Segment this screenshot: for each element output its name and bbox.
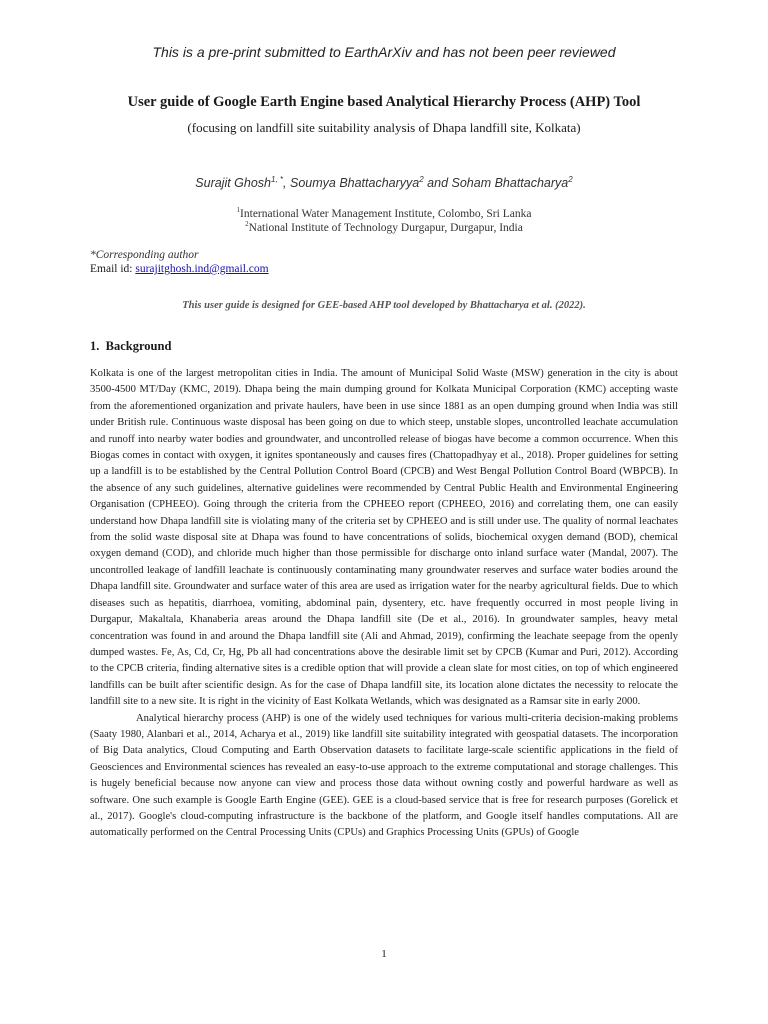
- affiliation-text: National Institute of Technology Durgapur, Durgapur, India: [248, 221, 523, 234]
- paragraph: Analytical hierarchy process (AHP) is one of the widely used techniques for various multi-criteria decision-making problems (Saaty 1980, Alanbari et al., 2014, Acharya et al., 2019) like landfill site suitability integrated with geospatial datasets. The incorporation of Big Data analytics, Cloud Computing and Earth Observation datasets to facilitate large-scale scientific applications in the field of Geosciences and Environmental sciences has revealed an easy-to-use approach to the extreme computational and storage challenges. This is hugely beneficial because now anyone can view and process those data without owning costly and powerful hardware as well as software. One such example is Google Earth Engine (GEE). GEE is a cloud-based service that is free for research purposes (Gorelick et al., 2017). Google's cloud-computing infrastructure is the backbone of the platform, and Google itself handles computations. All are automatically performed on the Central Processing Units (CPUs) and Graphics Processing Units (GPUs) of Google: [90, 712, 678, 839]
- affiliation-mark: 2: [245, 220, 249, 228]
- corresponding-author-note: *Corresponding author: [90, 249, 199, 261]
- affiliation-mark: 1: [236, 206, 241, 214]
- preprint-notice: This is a pre-print submitted to EarthArXiv and has not been peer reviewed: [152, 44, 616, 60]
- affiliation: [60, 220, 708, 234]
- paper-subtitle: (focusing on landfill site suitability analysis of Dhapa landfill site, Kolkata): [187, 120, 581, 135]
- paper-title: User guide of Google Earth Engine based Analytical Hierarchy Process (AHP) Tool: [127, 94, 641, 110]
- affiliation: [60, 206, 708, 220]
- author-affiliation-mark: 2: [568, 175, 573, 184]
- email-line: [90, 263, 269, 275]
- user-guide-note: This user guide is designed for GEE-based AHP tool developed by Bhattacharya et al. (2022).: [182, 300, 586, 311]
- page-number: 1: [381, 948, 387, 960]
- author-affiliation-mark: 2: [419, 175, 424, 184]
- email-label: Email id:: [90, 263, 136, 275]
- body-text: [90, 366, 678, 842]
- paragraph: Kolkata is one of the largest metropolitan cities in India. The amount of Municipal Solid Waste (MSW) generation in the city is about 3500-4500 MT/Day (KMC, 2019). Dhapa being the main dumping ground for Kolkata Municipal Corporation (KMC) accepting waste from the aforementioned organization and private haulers, have been in use since 1881 as an open dumping ground when India was still under British rule. Continuous waste disposal has been going on due to which steep, unstable slopes, uncontrolled leachate accumulation and runoff into nearby water bodies and groundwater, and uncontrolled release of biogas have become a common occurrence. When this Biogas comes in contact with oxygen, it ignites spontaneously and causes fires (Chattopadhyay et al., 2018). Proper guidelines for setting up a landfill is to be established by the Central Pollution Control Board (CPCB) and West Bengal Pollution Control Board (WBPCB). In the absence of any such guidelines, alternative guidelines were recommended by Central Public Health and Environmental Engineering Organisation (CPHEEO). Going through the criteria from the CPHEEO report (CPHEEO, 2016) and correlating them, one can easily understand how Dhapa landfill site is violating many of the criteria set by CPHEEO and is still under use. The quality of normal leachates from the solid waste disposal site at Dhapa was found to have concentrations of solids, biochemical oxygen demand (BOD), chemical oxygen demand (COD), and chloride much higher than those permissible for discharge onto inland surface water (Mandal, 2007). The uncontrolled leakage of landfill leachate is continuously contaminating many groundwater reserves and surface water bodies around the Dhapa landfill site. Groundwater and surface water of this area are used as irrigation water for the nearby agricultural fields. Due to which diseases such as hepatitis, diarrhoea, vomiting, abdominal pain, dysentery, etc. have frequently occurred in most people living in Durgapur, Makaltala, Khanaberia areas around the Dhapa landfill site (De et al., 2016). In groundwater samples, heavy metal concentration was found in and around the Dhapa landfill site (Ali and Ahmad, 2019), confirming the leachate seepage from the openly dumped wastes. Fe, As, Cd, Cr, Hg, Pb all had concentrations above the desirable limit set by CPCB (Kumar and Puri, 2012). According to the CPCB criteria, finding alternative sites is a credible option that will provide a clean slate for most cities, on top of which engineered landfills can be built after scientific design. As for the case of Dhapa landfill site, its location alone dictates the necessity to relocate the landfill site to a new site. It is right in the vicinity of East Kolkata Wetlands, which was designated as a Ramsar site in early 2000.: [90, 368, 678, 708]
- author-affiliation-mark: 1, *: [271, 175, 284, 184]
- email-link[interactable]: surajitghosh.ind@gmail.com: [135, 263, 269, 275]
- affiliation-text: International Water Management Institute, Colombo, Sri Lanka: [240, 207, 532, 220]
- author-separator: ,: [283, 176, 290, 191]
- section-heading: 1. Background: [90, 339, 172, 353]
- author-name: Soham Bhattacharya: [451, 176, 569, 191]
- author-name: Surajit Ghosh: [195, 176, 272, 191]
- author-list: [60, 175, 708, 190]
- author-separator: and: [423, 176, 452, 191]
- author-name: Soumya Bhattacharyya: [289, 176, 420, 191]
